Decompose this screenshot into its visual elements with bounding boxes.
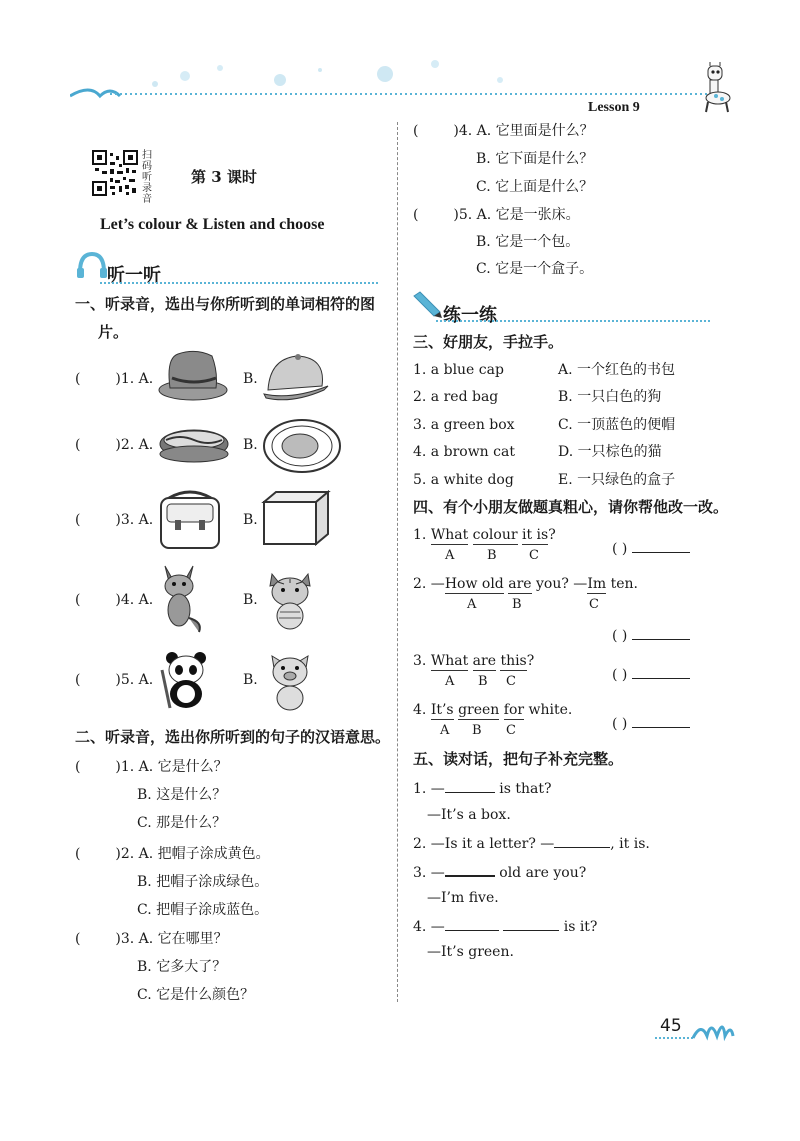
- q5-line-4: 3. — old are you?: [413, 861, 586, 882]
- q4-item-4: 4. It’s green for white.: [413, 702, 573, 718]
- q1-title: 一、听录音，选出与你所听到的单词相符的图: [75, 295, 376, 313]
- q3-right-e[interactable]: E. 一只绿色的盒子: [558, 472, 676, 488]
- q4-word-b[interactable]: are: [472, 653, 496, 669]
- answer-paren[interactable]: (: [75, 512, 81, 528]
- header-band: [70, 60, 710, 100]
- q3-left-2[interactable]: 2. a red bag: [413, 389, 499, 405]
- answer-paren[interactable]: (: [75, 592, 81, 608]
- q4-word-c[interactable]: this: [500, 653, 527, 669]
- q4-answer-4[interactable]: ( ): [612, 713, 690, 733]
- q2-item-3: [75, 930, 228, 948]
- q2-option-c[interactable]: C. 它上面是什么？: [476, 179, 594, 195]
- giraffe-mascot-icon: [688, 56, 738, 114]
- answer-paren[interactable]: (: [75, 931, 81, 947]
- q2-option-a[interactable]: )3. A. 它在哪里？: [115, 931, 228, 947]
- q2-option-c[interactable]: C. 它是一个盒子。: [476, 261, 594, 277]
- listen-section-rule: [100, 282, 378, 286]
- answer-paren[interactable]: (: [75, 846, 81, 862]
- header-decoration: [70, 60, 710, 100]
- q3-right-d[interactable]: D. 一只棕色的猫: [558, 444, 662, 460]
- q4-word-a[interactable]: What: [430, 653, 469, 669]
- q4-label-a: A: [445, 674, 455, 689]
- q4-label-a: A: [467, 597, 477, 612]
- q2-option-a[interactable]: )4. A. 它里面是什么？: [453, 123, 594, 139]
- headphones-icon: [75, 250, 109, 280]
- qr-code-icon: [92, 150, 138, 196]
- q4-label-b: B: [512, 597, 522, 612]
- q2-option-b[interactable]: B. 它多大了？: [137, 959, 227, 975]
- answer-blank[interactable]: [632, 713, 690, 728]
- practice-section-title: 练一练: [443, 305, 497, 326]
- q2-option-a[interactable]: )2. A. 把帽子涂成黄色。: [115, 846, 270, 862]
- q4-word-c[interactable]: Im: [587, 576, 607, 592]
- lesson-subtitle: Let’s colour & Listen and choose: [100, 216, 325, 233]
- q2-item-4: [413, 122, 594, 140]
- answer-paren[interactable]: (: [75, 371, 81, 387]
- q4-word-c[interactable]: for: [503, 702, 525, 718]
- q1-item-label: )4. A.: [115, 592, 154, 608]
- q1-item-label: )3. A.: [115, 512, 154, 528]
- answer-blank[interactable]: [445, 861, 495, 877]
- answer-blank[interactable]: [445, 916, 499, 931]
- q4-word-b[interactable]: green: [458, 702, 500, 718]
- panda-image[interactable]: [158, 650, 214, 714]
- q1-item-1: [75, 370, 153, 388]
- q4-label-c: C: [506, 674, 516, 689]
- q5-line-6: 4. — is it?: [413, 916, 597, 936]
- period-title: 第 3 课时: [191, 168, 257, 186]
- practice-section-rule: [436, 320, 710, 324]
- q4-item-3: 3. What are this?: [413, 653, 535, 669]
- q3-left-1[interactable]: 1. a blue cap: [413, 362, 504, 378]
- q4-label-c: C: [589, 597, 599, 612]
- q4-item-2: 2. —How old are you? —Im ten.: [413, 576, 638, 592]
- q5-line-5: —I’m five.: [427, 890, 499, 906]
- q2-option-c[interactable]: C. 它是什么颜色？: [137, 987, 255, 1003]
- q4-label-b: B: [487, 548, 497, 563]
- q4-item-1: 1. What colour it is?: [413, 527, 556, 543]
- bread-on-plate-image[interactable]: [262, 418, 342, 478]
- answer-blank[interactable]: [632, 538, 690, 553]
- q4-answer-1[interactable]: ( ): [612, 538, 690, 558]
- q2-item-5: [413, 206, 580, 224]
- cap-image[interactable]: [262, 350, 332, 412]
- q5-line-2: —It’s a box.: [427, 807, 511, 823]
- q4-word-a[interactable]: What: [430, 527, 469, 543]
- listen-section-title: 听一听: [107, 265, 161, 286]
- q2-item-2: [75, 845, 270, 863]
- pencil-icon: [410, 290, 444, 320]
- fox-image[interactable]: [155, 562, 205, 638]
- q4-word-a[interactable]: It’s: [430, 702, 454, 718]
- q2-option-a[interactable]: )1. A. 它是什么？: [115, 759, 228, 775]
- q4-label-c: C: [506, 723, 516, 738]
- q2-option-b[interactable]: B. 它是一个包。: [476, 234, 580, 250]
- q1-item-label: )2. A.: [115, 437, 154, 453]
- q4-title: 四、有个小朋友做题真粗心，请你帮他改一改。: [413, 498, 729, 516]
- q2-option-b[interactable]: B. 把帽子涂成绿色。: [137, 874, 269, 890]
- lesson-label: Lesson 9: [588, 100, 640, 115]
- q4-label-b: B: [478, 674, 488, 689]
- q1-item-4: [75, 591, 153, 609]
- qr-caption: 扫码听录音: [142, 150, 152, 205]
- pig-image[interactable]: [262, 648, 318, 716]
- q5-line-7: —It’s green.: [427, 944, 514, 960]
- q2-option-a[interactable]: )5. A. 它是一张床。: [453, 207, 580, 223]
- answer-paren[interactable]: (: [413, 123, 419, 139]
- q2-option-c[interactable]: C. 那是什么？: [137, 815, 227, 831]
- q1-item-5: [75, 671, 153, 689]
- answer-blank[interactable]: [554, 833, 610, 848]
- answer-paren[interactable]: (: [75, 759, 81, 775]
- q1-item-3: [75, 511, 153, 529]
- q5-title: 五、读对话，把句子补充完整。: [413, 750, 624, 768]
- q4-label-a: A: [440, 723, 450, 738]
- q3-right-b[interactable]: B. 一只白色的狗: [558, 389, 662, 405]
- q1-option-b: B.: [243, 672, 258, 688]
- q3-right-a[interactable]: A. 一个红色的书包: [558, 362, 676, 378]
- q4-word-b[interactable]: colour: [472, 527, 518, 543]
- q4-word-c[interactable]: it is: [522, 527, 549, 543]
- q1-title-cont: 片。: [98, 323, 129, 341]
- q3-right-c[interactable]: C. 一顶蓝色的便帽: [558, 417, 676, 433]
- q2-option-b[interactable]: B. 它下面是什么？: [476, 151, 594, 167]
- q1-option-b: B.: [243, 512, 258, 528]
- q1-option-b: B.: [243, 592, 258, 608]
- answer-blank[interactable]: [503, 916, 559, 931]
- q3-left-5[interactable]: 5. a white dog: [413, 472, 514, 488]
- answer-blank[interactable]: [632, 625, 690, 640]
- grass-decoration-icon: [655, 1016, 735, 1042]
- q1-option-b: B.: [243, 371, 258, 387]
- q4-label-a: A: [445, 548, 455, 563]
- q5-line-3: 2. —Is it a letter? — , it is.: [413, 833, 650, 853]
- column-divider: [397, 122, 398, 1002]
- q1-item-label: )1. A.: [115, 371, 154, 387]
- q4-label-c: C: [529, 548, 539, 563]
- q5-line-1: 1. — is that?: [413, 778, 552, 798]
- q4-answer-3[interactable]: ( ): [612, 664, 690, 684]
- hot-dog-image[interactable]: [156, 420, 232, 474]
- q4-word-a[interactable]: How old: [444, 576, 504, 592]
- q2-item-1: [75, 758, 228, 776]
- q4-label-b: B: [472, 723, 482, 738]
- page-number: 45: [660, 1016, 682, 1036]
- q4-word-b[interactable]: are: [508, 576, 532, 592]
- cat-image[interactable]: [262, 566, 318, 636]
- q4-answer-2[interactable]: ( ): [612, 625, 690, 645]
- q1-item-label: )5. A.: [115, 672, 154, 688]
- answer-paren[interactable]: (: [75, 672, 81, 688]
- box-image[interactable]: [260, 490, 332, 550]
- schoolbag-image[interactable]: [155, 486, 225, 556]
- answer-blank[interactable]: [632, 664, 690, 679]
- answer-paren[interactable]: (: [75, 437, 81, 453]
- q2-option-b[interactable]: B. 这是什么？: [137, 787, 227, 803]
- q3-left-3[interactable]: 3. a green box: [413, 417, 515, 433]
- q1-option-b: B.: [243, 437, 258, 453]
- top-hat-image[interactable]: [156, 348, 230, 412]
- q2-option-c[interactable]: C. 把帽子涂成蓝色。: [137, 902, 269, 918]
- q2-title: 二、听录音，选出你所听到的句子的汉语意思。: [75, 728, 391, 746]
- q3-title: 三、好朋友，手拉手。: [413, 333, 564, 351]
- q3-left-4[interactable]: 4. a brown cat: [413, 444, 515, 460]
- q1-item-2: [75, 436, 153, 454]
- answer-paren[interactable]: (: [413, 207, 419, 223]
- answer-blank[interactable]: [445, 778, 495, 793]
